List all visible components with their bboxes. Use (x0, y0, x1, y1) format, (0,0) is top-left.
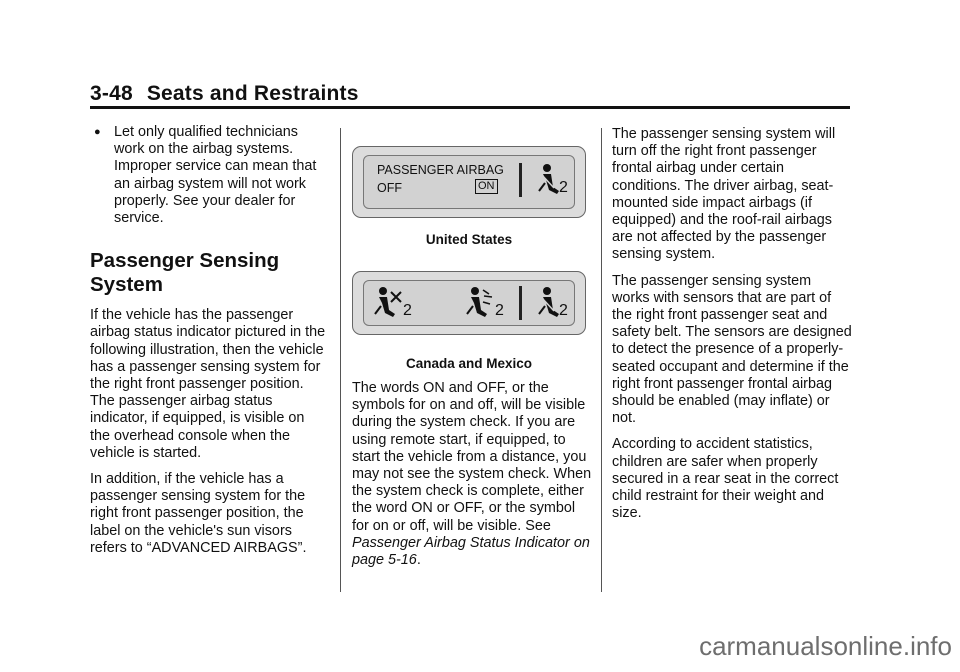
airbag-off-icon (371, 284, 405, 324)
airbag-on-icon (463, 284, 497, 324)
caption-canada: Canada and Mexico (405, 356, 533, 371)
column-1 (90, 124, 328, 566)
bullet-text: Let only qualified technicians work on the airbag systems. Improper service can mean that an airbag system will not work properly. See your dealer for service. (114, 124, 317, 227)
seat-number-2: 2 (495, 302, 504, 319)
bullet-item (90, 124, 328, 227)
paragraph: In addition, if the vehicle has a passenger sensing system for the right front passenger position, the label on the vehicle's sun visors refers to “ADVANCED AIRBAGS”. (90, 471, 307, 556)
column-3 (612, 126, 852, 531)
paragraph: The passenger sensing system will turn off the right front passenger frontal airbag under certain conditions. The driver airbag, seat-mounted side impact airbags (if equipped) and the roof-rail airbags are not affected by the passenger sensing system. (612, 126, 836, 263)
paragraph-text: The words ON and OFF, or the symbols for on and off, will be visible during the system check. If you are using remote start, if equipped, to start the vehicle from a distance, you may not see the system check. When the system check is complete, either the word ON or OFF, or the symbol for on or off, will be visible. See (352, 380, 592, 534)
page-title: Seats and Restraints (146, 82, 359, 105)
watermark: carmanualsonline.info (699, 631, 952, 661)
seat-number-3: 2 (559, 302, 568, 319)
airbag-indicator-panel-us (352, 146, 586, 218)
paragraph: According to accident statistics, children are safer when properly secured in a rear seat in the correct child restraint for their weight and size. (612, 436, 839, 522)
panel-label-top: PASSENGER AIRBAG (377, 163, 504, 177)
seat-number: 2 (559, 179, 568, 196)
paragraph: If the vehicle has the passenger airbag status indicator pictured in the following illustration, then the vehicle has a passenger sensing system for the right front passenger position. The passenger airbag status indicator, if equipped, is visible on the overhead console when the vehicle is started. (90, 307, 326, 461)
page-header (90, 82, 359, 106)
seat-number-1: 2 (403, 302, 412, 319)
panel-divider (519, 286, 522, 320)
header-rule (90, 106, 850, 109)
column-divider-2 (601, 128, 602, 592)
panel-label-off: OFF (377, 181, 402, 195)
caption-us: United States (425, 232, 513, 247)
cross-reference-link[interactable]: Passenger Airbag Status Indicator on page 5-16 (352, 534, 590, 569)
paragraph: The words ON and OFF, or the symbols for on and off, will be visible during the system check. If you are using remote start, if equipped, to start the vehicle from a distance, you may not see the system check. When the system check is complete, either the word ON or OFF, or the symbol for on or off, will be visible. See Passenger Airbag Status Indicator on page 5-16. (352, 380, 592, 569)
page-number: 3-48 (90, 82, 133, 105)
panel-label-on: ON (475, 179, 498, 194)
airbag-indicator-panel-canada (352, 271, 586, 335)
column-divider-1 (340, 128, 341, 592)
section-title: Passenger Sensing System (90, 249, 280, 297)
bullet-icon: ● (94, 126, 101, 138)
panel-divider (519, 163, 522, 197)
column-2-text (352, 380, 592, 578)
paragraph: The passenger sensing system works with sensors that are part of the right front passenger seat and safety belt. The sensors are designed to detect the presence of a properly-seated occupant and determine if the right front passenger frontal airbag should be enabled (may inflate) or not. (612, 272, 852, 427)
